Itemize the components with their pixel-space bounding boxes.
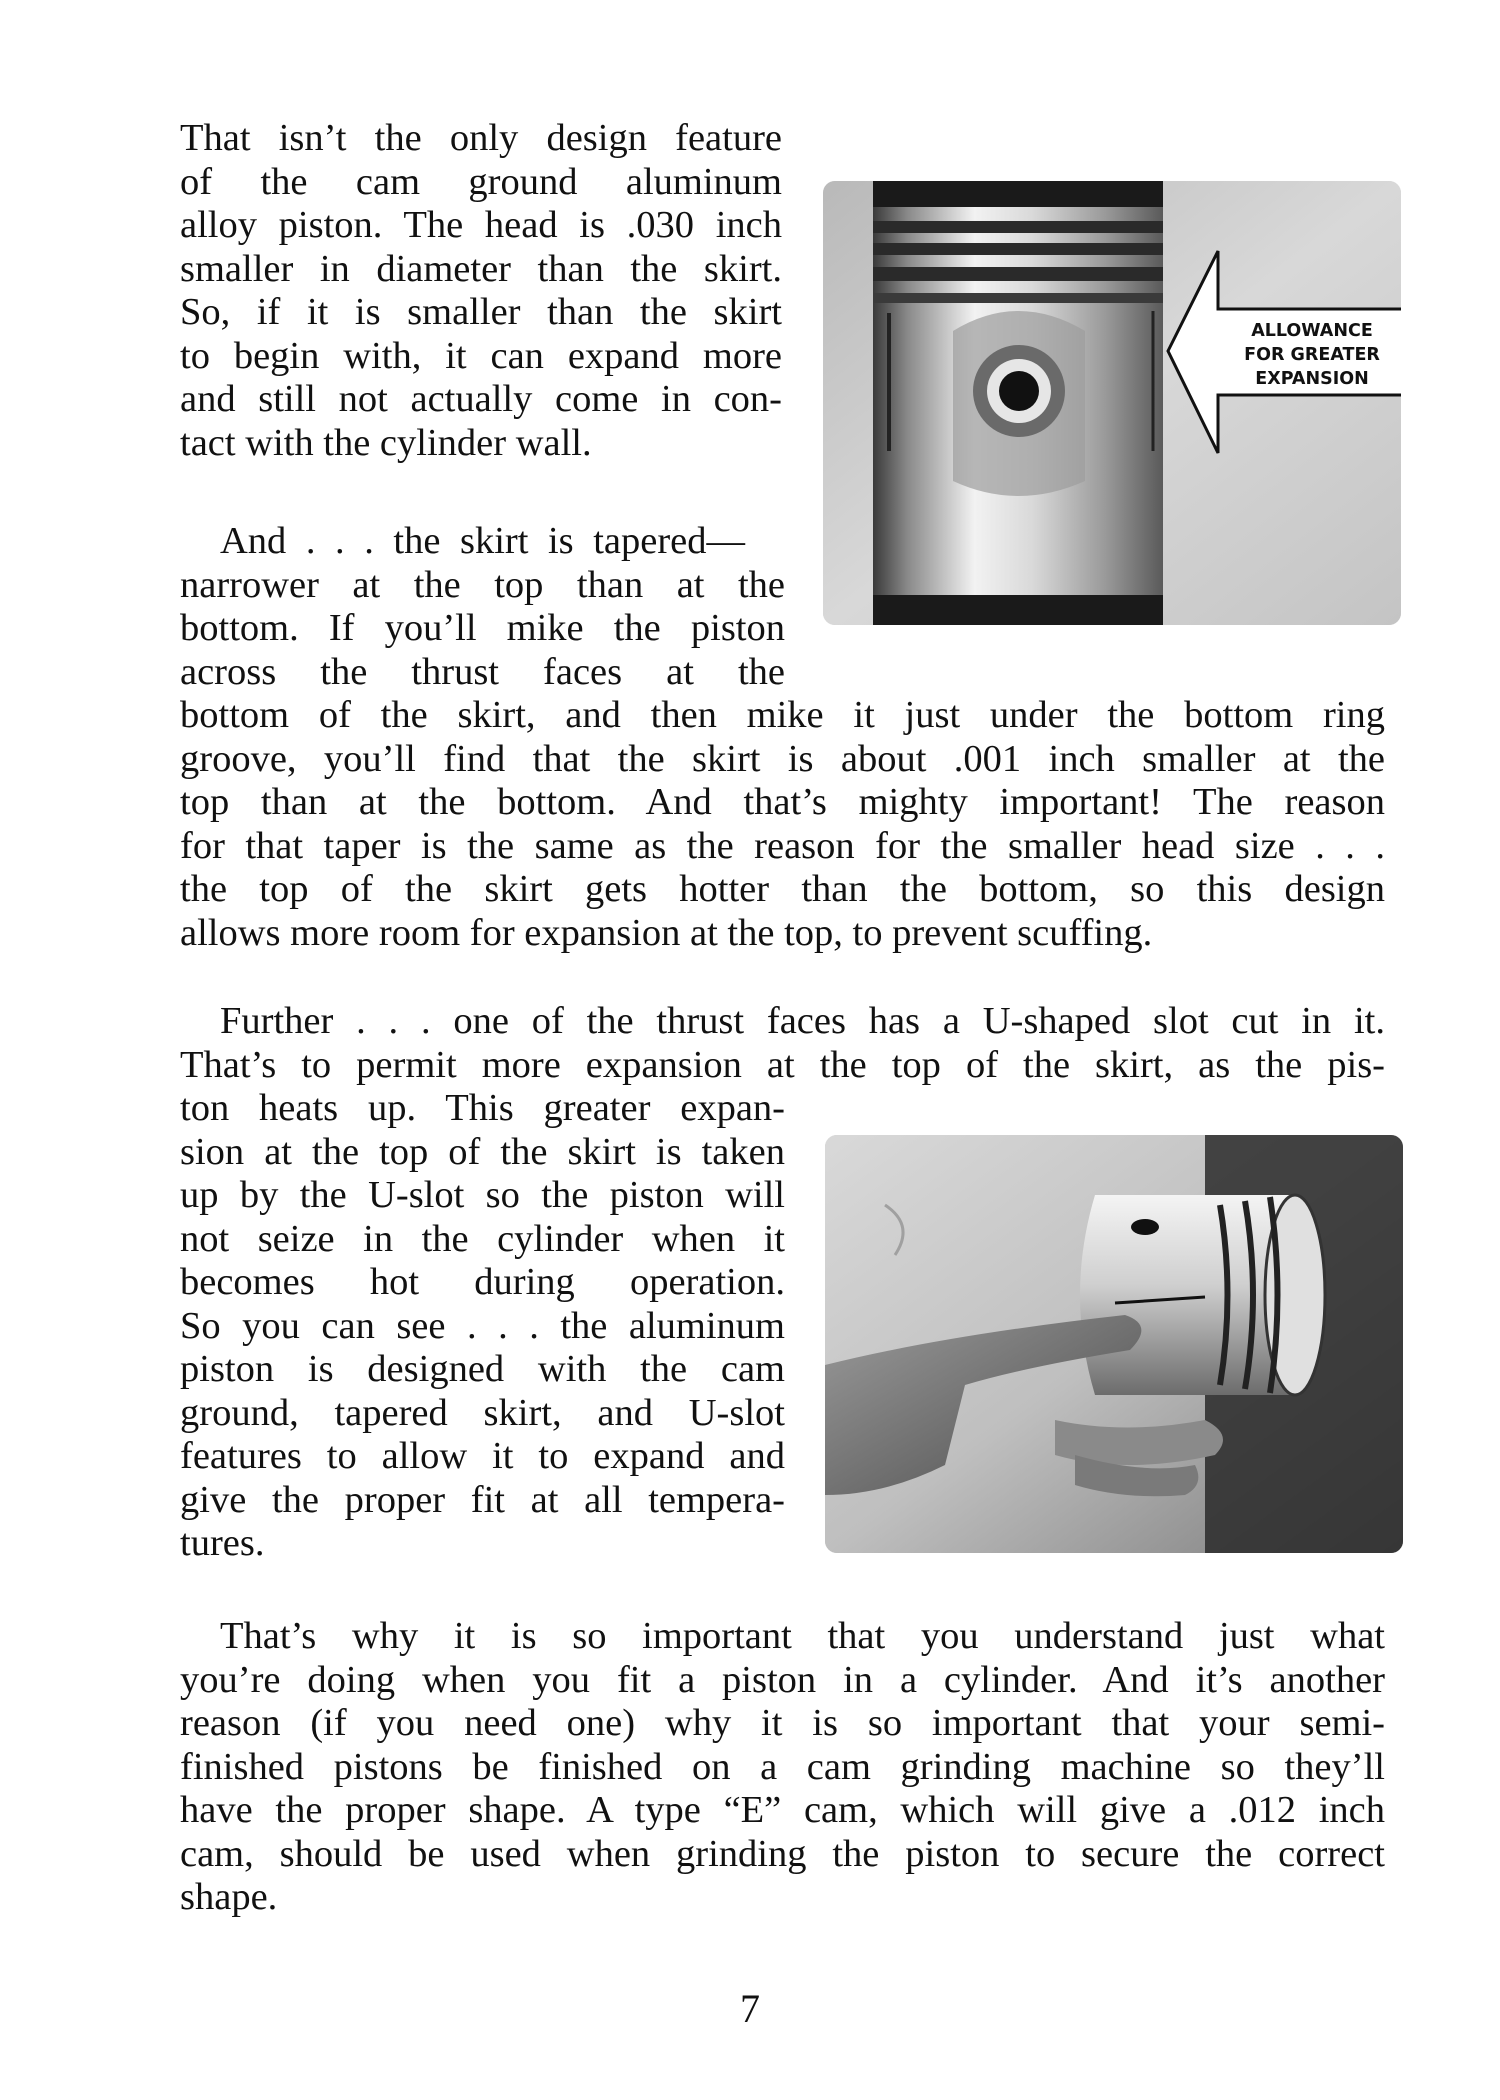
text-line: So you can see . . . the aluminum [180, 1304, 785, 1347]
text-line: across the thrust faces at the [180, 650, 785, 693]
text-line: for that taper is the same as the reason for the smaller head size . . . [180, 824, 1385, 867]
text-line: give the proper fit at all tempera- [180, 1478, 785, 1521]
text-line: That’s why it is so important that you understand just what [220, 1615, 1385, 1657]
paragraph-tapered-skirt [180, 520, 1385, 955]
text-line: smaller in diameter than the skirt. [180, 247, 782, 290]
text-line: features to allow it to expand and [180, 1435, 785, 1477]
text-line: finished pistons be finished on a cam grinding machine so they’ll [180, 1745, 1385, 1788]
piston-u-slot-photo [825, 1135, 1403, 1553]
text-line: top than at the bottom. And that’s mighty important! The reason [180, 781, 1385, 823]
text-line: have the proper shape. A type “E” cam, which will give a .012 inch [180, 1789, 1385, 1831]
text-line: piston is designed with the cam [180, 1348, 785, 1390]
callout-line: EXPANSION [1255, 369, 1369, 389]
text-line: of the cam ground aluminum [180, 160, 782, 203]
text-line: bottom of the skirt, and then mike it just under the bottom ring [180, 694, 1385, 736]
text-line: shape. [180, 1876, 278, 1918]
text-line: you’re doing when you fit a piston in a cylinder. And it’s another [180, 1658, 1385, 1701]
expansion-callout-label [1223, 319, 1401, 391]
text-line: tures. [180, 1522, 265, 1564]
text-line: reason (if you need one) why it is so important that your semi- [180, 1702, 1385, 1744]
paragraph-head-smaller [180, 117, 782, 465]
text-line: cam, should be used when grinding the piston to secure the correct [180, 1832, 1385, 1875]
callout-line: ALLOWANCE [1251, 321, 1373, 341]
text-line: not seize in the cylinder when it [180, 1217, 785, 1260]
text-line: sion at the top of the skirt is taken [180, 1130, 785, 1173]
callout-line: FOR GREATER [1244, 345, 1380, 365]
hand-and-piston-illustration [825, 1135, 1403, 1553]
text-line: narrower at the top than at the [180, 563, 785, 606]
text-line: ground, tapered skirt, and U-slot [180, 1391, 785, 1434]
text-line: ton heats up. This greater expan- [180, 1087, 785, 1129]
text-line: up by the U-slot so the piston will [180, 1174, 785, 1216]
text-line: bottom. If you’ll mike the piston [180, 607, 785, 649]
text-line: groove, you’ll find that the skirt is about .001 inch smaller at the [180, 737, 1385, 780]
text-line: and still not actually come in con- [180, 378, 782, 420]
paragraph-cam-grinding [180, 1615, 1385, 1920]
text-line: And . . . the skirt is tapered— [220, 520, 745, 562]
text-line: alloy piston. The head is .030 inch [180, 204, 782, 246]
text-line: the top of the skirt gets hotter than the bottom, so this design [180, 868, 1385, 910]
text-line: to begin with, it can expand more [180, 334, 782, 377]
text-line: becomes hot during operation. [180, 1261, 785, 1303]
page-number: 7 [740, 1986, 760, 2031]
text-line: So, if it is smaller than the skirt [180, 291, 782, 333]
text-line: That’s to permit more expansion at the top of the skirt, as the pis- [180, 1043, 1385, 1086]
text-line: Further . . . one of the thrust faces has a U-shaped slot cut in it. [220, 1000, 1385, 1042]
text-line: That isn’t the only design feature [180, 117, 782, 159]
text-line: tact with the cylinder wall. [180, 421, 592, 464]
text-line: allows more room for expansion at the top, to prevent scuffing. [180, 911, 1153, 954]
